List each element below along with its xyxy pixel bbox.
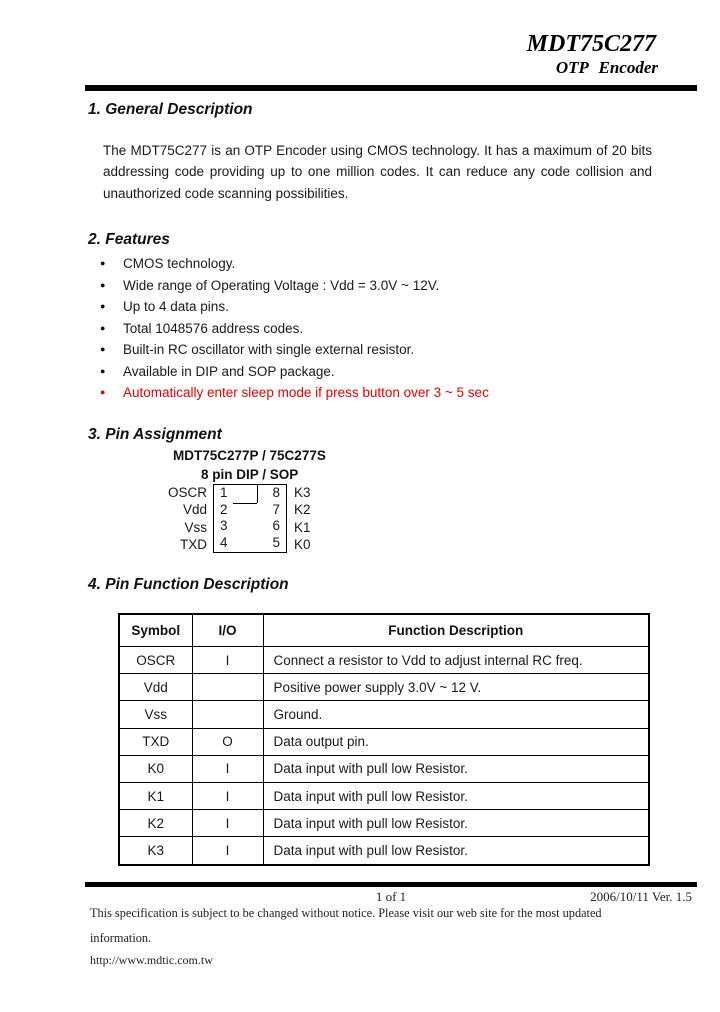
feature-item-sleep-mode <box>100 382 489 404</box>
feature-item <box>100 318 489 340</box>
feature-item <box>100 253 489 275</box>
cell-io: I <box>192 782 263 809</box>
cell-io: I <box>192 810 263 837</box>
table-row <box>119 728 649 755</box>
pin-label: Vdd <box>182 502 207 518</box>
cell-io: I <box>192 755 263 782</box>
footer-rule <box>85 882 697 887</box>
feature-text: Up to 4 data pins. <box>123 299 229 315</box>
column-header-io: I/O <box>192 614 263 647</box>
section-heading-pin-function: 4. Pin Function Description <box>88 576 289 593</box>
website-url: http://www.mdtic.com.tw <box>90 953 213 967</box>
part-number-title: MDT75C277P / 75C277S <box>173 448 326 463</box>
bullet-icon: ● <box>100 322 106 333</box>
table-row <box>119 837 649 865</box>
table-row <box>119 674 649 701</box>
pin-label: K2 <box>294 502 311 518</box>
cell-description: Connect a resistor to Vdd to adjust internal RC freq. <box>263 647 649 674</box>
cell-io: I <box>192 837 263 865</box>
pin-number: 4 <box>220 534 228 550</box>
table-row <box>119 782 649 809</box>
feature-text: Built-in RC oscillator with single external resistor. <box>123 342 415 358</box>
cell-description: Data output pin. <box>263 728 649 755</box>
features-list <box>100 253 489 404</box>
package-notch-icon <box>257 485 258 503</box>
pin-number: 6 <box>272 518 280 533</box>
cell-symbol: Vss <box>119 701 192 728</box>
cell-description: Positive power supply 3.0V ~ 12 V. <box>263 674 649 701</box>
cell-symbol: Vdd <box>119 674 192 701</box>
cell-description: Data input with pull low Resistor. <box>263 837 649 865</box>
pin-function-table <box>118 613 650 866</box>
table-row <box>119 701 649 728</box>
pin-number-row <box>214 485 286 502</box>
cell-symbol: K0 <box>119 755 192 782</box>
feature-text: Automatically enter sleep mode if press button over 3 ~ 5 sec <box>123 385 489 401</box>
bullet-icon: ● <box>100 258 106 268</box>
bullet-icon: ● <box>100 301 106 311</box>
cell-description: Ground. <box>263 701 649 728</box>
cell-io <box>192 674 263 701</box>
feature-item <box>100 339 489 361</box>
cell-io: O <box>192 728 263 755</box>
pin-number: 2 <box>220 501 228 517</box>
feature-text: Wide range of Operating Voltage : Vdd = 3.0V ~ 12V. <box>123 277 440 293</box>
pin-label: K3 <box>294 485 311 500</box>
table-header-row <box>119 614 649 647</box>
table-row <box>119 810 649 837</box>
header-rule <box>85 85 697 91</box>
feature-text: Total 1048576 address codes. <box>123 320 304 336</box>
table-row <box>119 647 649 674</box>
pin-label: K1 <box>294 519 311 535</box>
general-description-paragraph: The MDT75C277 is an OTP Encoder using CMOS technology. It has a maximum of 20 bits addressing code providing up to one million codes. It can reduce any code collision and unauthorized code scanning possibilities. <box>103 143 652 201</box>
pin-label: Vss <box>184 519 207 535</box>
section-heading-features: 2. Features <box>88 231 170 248</box>
pin-number: 3 <box>220 518 228 533</box>
pin-label: K0 <box>294 536 311 552</box>
cell-description: Data input with pull low Resistor. <box>263 810 649 837</box>
pin-number: 7 <box>272 501 280 517</box>
cell-symbol: K3 <box>119 837 192 865</box>
pin-number-row <box>214 535 286 552</box>
page-number: 1 of 1 <box>375 889 407 904</box>
pin-label: OSCR <box>167 485 207 500</box>
pin-number-row <box>214 518 286 535</box>
table-row <box>119 755 649 782</box>
cell-symbol: K1 <box>119 782 192 809</box>
footer-notice-line1: This specification is subject to be changed without notice. Please visit our web site for the most updated <box>90 906 602 920</box>
document-version: 2006/10/11 Ver. 1.5 <box>590 889 692 904</box>
cell-symbol: K2 <box>119 810 192 837</box>
section-heading-general-description: 1. General Description <box>88 101 253 118</box>
bullet-icon: ● <box>100 387 106 397</box>
cell-symbol: TXD <box>119 728 192 755</box>
pin-number: 1 <box>220 485 228 500</box>
product-subtitle: OTP Encoder <box>555 58 658 77</box>
bullet-icon: ● <box>100 344 106 354</box>
pin-number-row <box>214 502 286 519</box>
column-header-function-description: Function Description <box>263 614 649 647</box>
feature-item <box>100 296 489 318</box>
column-header-symbol: Symbol <box>119 614 192 647</box>
footer-notice-line2: information. <box>90 931 152 945</box>
package-notch-icon <box>233 503 257 504</box>
section-heading-pin-assignment: 3. Pin Assignment <box>88 426 222 443</box>
pin-label: TXD <box>180 536 207 552</box>
cell-description: Data input with pull low Resistor. <box>263 755 649 782</box>
bullet-icon: ● <box>100 365 106 376</box>
pin-diagram <box>151 484 311 553</box>
feature-item <box>100 361 489 383</box>
pin-number: 5 <box>272 534 280 550</box>
cell-io: I <box>192 647 263 674</box>
pin-labels-left <box>151 484 213 553</box>
package-title: 8 pin DIP / SOP <box>201 467 299 482</box>
cell-io <box>192 701 263 728</box>
chip-package-outline <box>213 484 287 553</box>
cell-symbol: OSCR <box>119 647 192 674</box>
cell-description: Data input with pull low Resistor. <box>263 782 649 809</box>
footer-meta <box>85 889 697 905</box>
pin-number: 8 <box>272 485 280 500</box>
feature-text: Available in DIP and SOP package. <box>123 363 335 379</box>
product-title: MDT75C277 <box>526 31 656 57</box>
feature-item <box>100 275 489 297</box>
pin-labels-right <box>287 484 311 553</box>
bullet-icon: ● <box>100 279 106 290</box>
feature-text: CMOS technology. <box>123 256 236 272</box>
